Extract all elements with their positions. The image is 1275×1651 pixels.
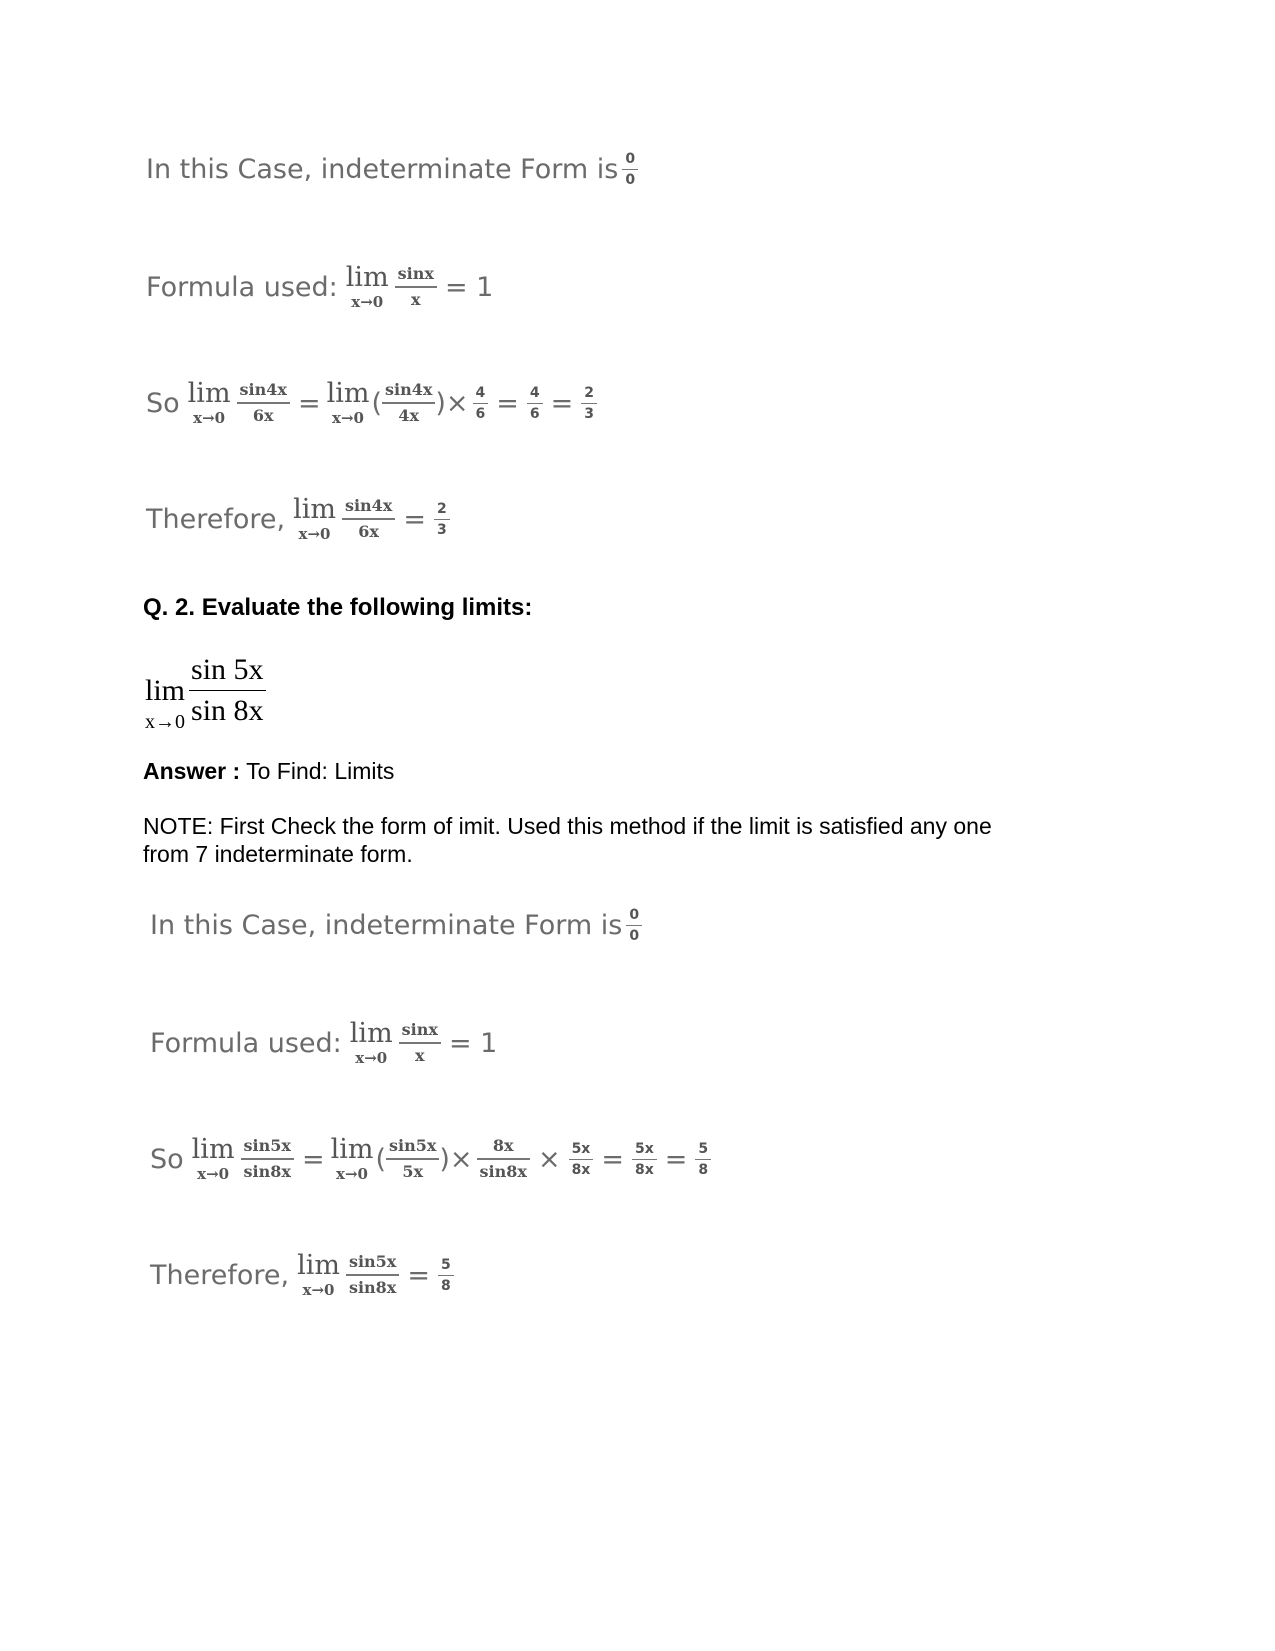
limit-operator: lim x→0 <box>345 262 389 311</box>
zero-over-zero-fraction: $\frac{0}{0}$ <box>626 908 642 943</box>
open-paren: ( <box>375 1143 386 1175</box>
equals-sign: = <box>297 387 321 419</box>
equals-sign: = <box>664 1143 688 1175</box>
fraction: $\frac{5x}{8x}$ <box>569 1142 594 1177</box>
zero-over-zero-fraction: $\frac{0}{0}$ <box>622 152 638 187</box>
question-fraction: sin 5x sin 8x <box>191 652 264 727</box>
fraction: $\frac{4}{6}$ <box>527 386 543 421</box>
equals-sign: = <box>403 503 426 535</box>
close-paren-times: )× <box>439 1143 473 1175</box>
formula-fraction: $\frac{\sin x}{x}$ <box>395 266 437 308</box>
fraction: $\frac{5x}{8x}$ <box>632 1142 657 1177</box>
limit-operator: lim x→0 <box>326 378 370 427</box>
fraction: $\frac{\sin 5x}{\sin 8x}$ <box>346 1254 399 1296</box>
case-text: In this Case, indeterminate Form is <box>146 154 619 185</box>
so-label: So <box>150 1143 184 1175</box>
therefore-line-1 <box>146 496 454 542</box>
equals-one: = 1 <box>444 271 494 303</box>
note-line: from 7 indeterminate form. <box>143 841 413 867</box>
note-line: NOTE: First Check the form of imit. Used this method if the limit is satisfied any one <box>143 813 992 839</box>
fraction: $\frac{8x}{\sin 8x}$ <box>477 1138 530 1180</box>
case-line-2 <box>150 908 646 943</box>
open-paren: ( <box>371 387 382 419</box>
formula-fraction: $\frac{\sin x}{x}$ <box>399 1022 441 1064</box>
therefore-label: Therefore, <box>146 503 286 535</box>
limit-operator: lim x→0 <box>330 1134 374 1183</box>
limit-operator: lim x→0 <box>187 378 231 427</box>
limit-operator: lim x→0 <box>293 494 336 543</box>
fraction: $\frac{\sin 4x}{6x}$ <box>237 382 290 424</box>
question-expression <box>145 648 266 732</box>
limit-operator: lim x→0 <box>145 674 186 733</box>
therefore-line-2 <box>150 1252 458 1298</box>
equals-sign: = <box>496 387 519 419</box>
case-text: In this Case, indeterminate Form is <box>150 910 623 941</box>
formula-line-2 <box>150 1020 501 1066</box>
equals-sign: = <box>550 387 574 419</box>
formula-label: Formula used: <box>150 1027 342 1059</box>
answer-text: To Find: Limits <box>246 758 395 784</box>
so-line-1 <box>146 380 601 426</box>
formula-label: Formula used: <box>146 271 338 303</box>
times-sign: × <box>537 1143 561 1175</box>
therefore-label: Therefore, <box>150 1259 290 1291</box>
result-fraction: $\frac{2}{3}$ <box>581 386 597 421</box>
fraction: $\frac{\sin 5x}{5x}$ <box>386 1138 439 1180</box>
fraction: $\frac{\sin 4x}{4x}$ <box>382 382 435 424</box>
equals-sign: = <box>407 1259 430 1291</box>
formula-line-1 <box>146 264 497 310</box>
answer-label: Answer : <box>143 758 241 784</box>
result-fraction: $\frac{5}{8}$ <box>438 1258 454 1293</box>
fraction: $\frac{\sin 5x}{\sin 8x}$ <box>241 1138 294 1180</box>
so-label: So <box>146 387 180 419</box>
result-fraction: $\frac{5}{8}$ <box>695 1142 711 1177</box>
limit-operator: lim x→0 <box>297 1250 340 1299</box>
so-line-2 <box>150 1136 715 1182</box>
result-fraction: $\frac{2}{3}$ <box>434 502 450 537</box>
answer-line <box>143 757 394 785</box>
close-paren-times: )× <box>435 387 469 419</box>
equals-sign: = <box>601 1143 624 1175</box>
equals-one: = 1 <box>448 1027 498 1059</box>
fraction: $\frac{4}{6}$ <box>473 386 489 421</box>
case-line-1 <box>146 152 642 187</box>
limit-operator: lim x→0 <box>191 1134 235 1183</box>
equals-sign: = <box>301 1143 325 1175</box>
question-title: Q. 2. Evaluate the following limits: <box>143 594 533 621</box>
fraction: $\frac{\sin 4x}{6x}$ <box>342 498 395 540</box>
limit-operator: lim x→0 <box>349 1018 393 1067</box>
note-paragraph <box>143 812 992 868</box>
